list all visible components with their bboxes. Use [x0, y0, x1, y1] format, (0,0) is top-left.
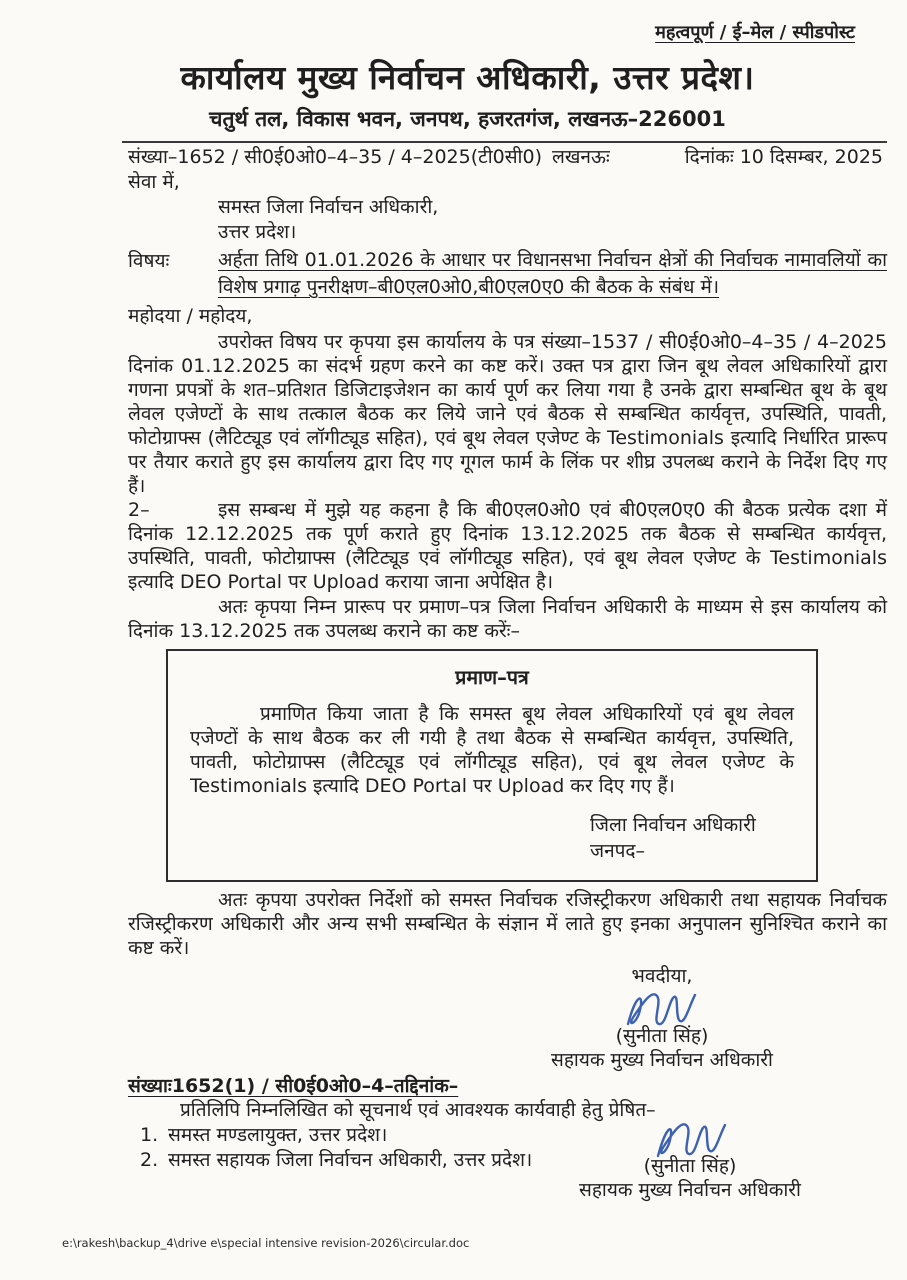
certificate-signatory-title: जिला निर्वाचन अधिकारी: [590, 814, 756, 836]
subject-block: [128, 247, 887, 301]
office-title: कार्यालय मुख्य निर्वाचन अधिकारी, उत्तर प्रदेश।: [180, 58, 755, 97]
certificate-signatory-district: जनपद–: [590, 840, 646, 862]
closing-signature-block: [497, 964, 827, 1072]
reference-row: [128, 145, 887, 170]
subject-text: अर्हता तिथि 01.01.2026 के आधार पर विधानसभा निर्वाचन क्षेत्रों की निर्वाचक नामावलियों का विशेष प्रगाढ़ पुनरीक्षण–बी0एल0ओ0,बी0एल0ए0 की बैठक के संबंध में।: [218, 249, 887, 298]
place-label: लखनऊः: [551, 146, 610, 168]
copy-item-number: 2.: [140, 1149, 159, 1171]
signatory-name: (सुनीता सिंह): [615, 1025, 709, 1047]
letter-date: दिनांकः 10 दिसम्बर, 2025: [684, 146, 883, 168]
endorsement-signature-block: [525, 1118, 855, 1202]
signatory-title: सहायक मुख्य निर्वाचन अधिकारी: [551, 1049, 773, 1071]
certificate-signatory: [590, 812, 794, 864]
subject-label: विषयः: [128, 250, 170, 272]
addressee-line-1: समस्त जिला निर्वाचन अधिकारी,: [218, 196, 439, 218]
addressee-line-2: उत्तर प्रदेश।: [218, 221, 297, 243]
paragraph-1: उपरोक्त विषय पर कृपया इस कार्यालय के पत्र संख्या–1537 / सी0ई0ओ0–4–35 / 4–2025 दिनांक 01.12.2025 का संदर्भ ग्रहण करने का कष्ट करें। उक्त पत्र द्वारा जिन बूथ लेवल अधिकारियों द्वारा गणना प्रपत्रों के शत–प्रतिशत डिजिटाइजेशन का कार्य पूर्ण कर लिया गया है उनके द्वारा सम्बन्धित बूथ के बूथ लेवल एजेण्टों के साथ तत्काल बैठक कर लिये जाने एवं बैठक से सम्बन्धित कार्यवृत्त, उपस्थिति, पावती, फोटोग्राफ्स (लैटिट्यूड एवं लॉगीट्यूड सहित), एवं बूथ लेवल एजेण्ट के Testimonials इत्यादि निर्धारित प्रारूप पर तैयार कराते हुए इस कार्यालय द्वारा दिए गए गूगल फार्म के लिंक पर शीघ्र उपलब्ध कराने के निर्देश दिए गए हैं।: [128, 331, 887, 497]
greeting: महोदया / महोदय,: [128, 305, 253, 327]
copy-reference-number: संख्याः1652(1) / सी0ई0ओ0–4–तद्दिनांक–: [128, 1075, 459, 1097]
file-path-footer: e:\rakesh\backup_4\drive e\special intensive revision-2026\circular.doc: [62, 1236, 470, 1250]
ref-row-spacer: [610, 145, 685, 170]
paragraph-2: [128, 498, 887, 594]
certificate-body: प्रमाणित किया जाता है कि समस्त बूथ लेवल अधिकारियों एवं बूथ लेवल एजेण्टों के साथ बैठक कर ली गयी है तथा बैठक से सम्बन्धित कार्यवृत्त, उपस्थिति, पावती, फोटोग्राफ्स (लैटिट्यूड एवं लॉगीट्यूड सहित), एवं बूथ लेवल एजेण्ट के Testimonials इत्यादि DEO Portal पर Upload कर दिए गए हैं।: [190, 703, 794, 797]
signatory-title: सहायक मुख्य निर्वाचन अधिकारी: [579, 1179, 801, 1201]
office-address: चतुर्थ तल, विकास भवन, जनपथ, हजरतगंज, लखनऊ–226001: [209, 107, 726, 131]
paragraph-3: अतः कृपया निम्न प्रारूप पर प्रमाण–पत्र जिला निर्वाचन अधिकारी के माध्यम से इस कार्यालय को दिनांक 13.12.2025 तक उपलब्ध कराने का कष्ट करेंः–: [128, 596, 887, 642]
header-divider: [122, 141, 887, 143]
reference-number: संख्या–1652 / सी0ई0ओ0–4–35 / 4–2025(टी0सी0): [128, 146, 542, 168]
salutation-to: सेवा में,: [128, 171, 180, 193]
copy-intro: प्रतिलिपि निम्नलिखित को सूचनार्थ एवं आवश्यक कार्यवाही हेतु प्रेषित–: [180, 1099, 656, 1121]
certificate-title: प्रमाण–पत्र: [455, 666, 529, 689]
paragraph-4: अतः कृपया उपरोक्त निर्देशों को समस्त निर्वाचक रजिस्ट्रीकरण अधिकारी तथा सहायक निर्वाचक रजिस्ट्रीकरण अधिकारी और अन्य सभी सम्बन्धित के संज्ञान में लाते हुए इनका अनुपालन सुनिश्चित कराने का कष्ट करें।: [128, 889, 887, 959]
dispatch-mode-label: महत्वपूर्ण / ई–मेल / स्पीडपोस्ट: [655, 22, 855, 43]
copy-item-text: समस्त सहायक जिला निर्वाचन अधिकारी, उत्तर प्रदेश।: [168, 1149, 533, 1171]
copy-item-text: समस्त मण्डलायुक्त, उत्तर प्रदेश।: [168, 1124, 388, 1146]
paragraph-2-text: इस सम्बन्ध में मुझे यह कहना है कि बी0एल0ओ0 एवं बी0एल0ए0 की बैठक प्रत्येक दशा में दिनांक 12.12.2025 तक पूर्ण कराते हुए दिनांक 13.12.2025 तक बैठक से सम्बन्धित कार्यवृत्त, उपस्थिति, पावती, फोटोग्राफ्स (लैटिट्यूड एवं लॉगीट्यूड सहित), एवं बूथ लेवल एजेण्ट के Testimonials इत्यादि DEO Portal पर Upload कराया जाना अपेक्षित है।: [128, 499, 887, 593]
closing-word: भवदीया,: [631, 965, 693, 987]
signatory-name: (सुनीता सिंह): [643, 1155, 737, 1177]
paragraph-2-number: 2–: [128, 499, 150, 521]
copy-item-number: 1.: [140, 1124, 159, 1146]
certificate-box: [166, 649, 818, 882]
